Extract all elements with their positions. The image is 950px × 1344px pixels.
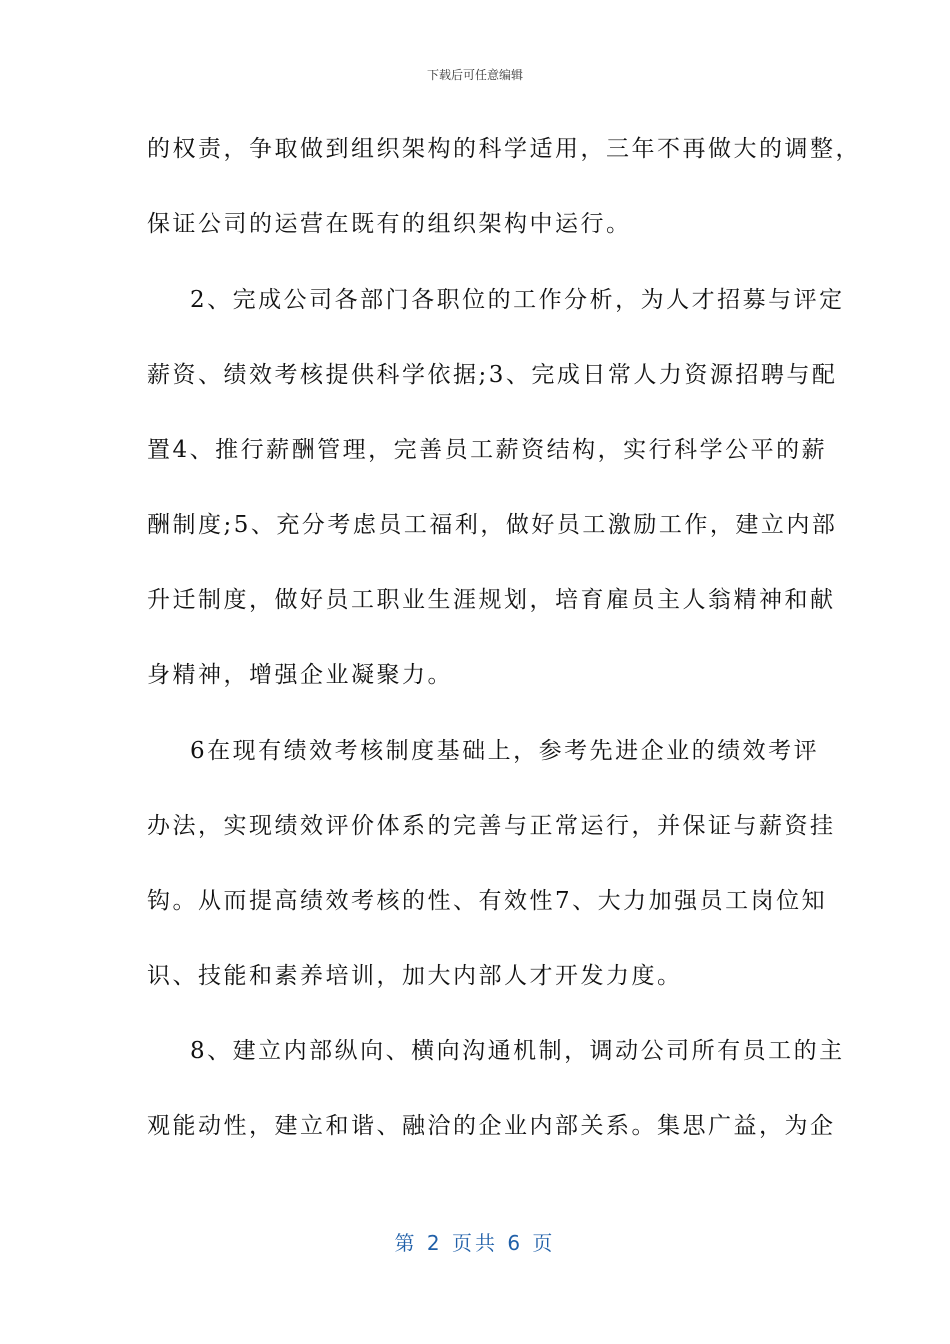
paragraph-start-line: 8、建立内部纵向、横向沟通机制，调动公司所有员工的主: [190, 1038, 845, 1064]
text-line: 升迁制度，做好员工职业生涯规划，培育雇员主人翁精神和献: [147, 587, 836, 613]
text-line: 识、技能和素养培训，加大内部人才开发力度。: [147, 963, 683, 989]
text-line: 钩。从而提高绩效考核的性、有效性7、大力加强员工岗位知: [147, 888, 828, 914]
text-line: 酬制度;5、充分考虑员工福利，做好员工激励工作，建立内部: [147, 512, 838, 538]
paragraph-start-line: 6在现有绩效考核制度基础上，参考先进企业的绩效考评: [190, 738, 820, 764]
page-number-footer: 第 2 页共 6 页: [394, 1231, 556, 1255]
text-line: 置4、推行薪酬管理，完善员工薪资结构，实行科学公平的薪: [147, 437, 828, 463]
text-line: 身精神，增强企业凝聚力。: [147, 662, 453, 688]
text-line: 观能动性，建立和谐、融洽的企业内部关系。集思广益，为企: [147, 1113, 836, 1139]
text-line: 保证公司的运营在既有的组织架构中运行。: [147, 211, 632, 237]
text-line: 的权责，争取做到组织架构的科学适用，三年不再做大的调整，: [147, 136, 861, 162]
paragraph-start-line: 2、完成公司各部门各职位的工作分析，为人才招募与评定: [190, 287, 845, 313]
page-header: 下载后可任意编辑: [426, 68, 523, 82]
text-line: 薪资、绩效考核提供科学依据;3、完成日常人力资源招聘与配: [147, 362, 838, 388]
text-line: 办法，实现绩效评价体系的完善与正常运行，并保证与薪资挂: [147, 813, 836, 839]
